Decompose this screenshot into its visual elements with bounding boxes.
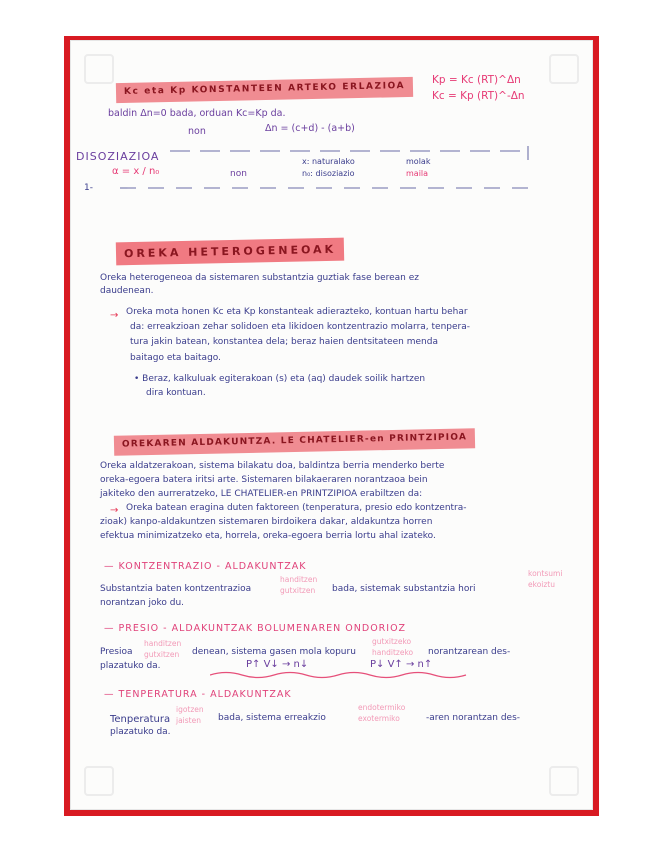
s6-endotermiko: endotermiko [358,703,406,712]
s5-line1-end: norantzarean des- [428,647,511,657]
s2-paragraph2-line2: da: erreakzioan zehar solidoen eta likidoen kontzentrazio molarra, tenpera- [130,322,470,332]
s6-line2: plazatuko da. [110,727,171,737]
x-definition: x: naturalako [302,157,355,166]
section3-heading: OREKAREN ALDAKUNTZA. LE CHATELIER-en PRINTZIPIOA [114,428,475,455]
s4-gutxitzen: gutxitzen [280,586,316,595]
molak-label: molak [406,157,431,166]
s2-paragraph2-line3: tura jakin batean, konstantea dela; beraz haien dentsitateen menda [130,337,438,347]
maila-label: maila [406,169,429,178]
arrow-icon: → [110,310,119,321]
s5-pink-underline [210,670,470,680]
section6-heading: — TENPERATURA - ALDAKUNTZAK [104,689,292,700]
s6-igotzen: igotzen [176,705,204,714]
s2-paragraph1-line1: Oreka heterogeneoa da sistemaren substantzia guztiak fase berean ez [100,273,419,283]
s4-handitzen: handitzen [280,575,318,584]
s5-presioa: Presioa [100,647,133,657]
s3-paragraph2-line2: zioak) kanpo-aldakuntzen sistemaren birdoikera dakar, aldakuntza horren [100,517,433,527]
corner-mark-top-right [549,54,579,84]
s4-kontsumi: kontsumi [528,569,563,578]
corner-mark-top-left [84,54,114,84]
s2-paragraph2-line4: baitago eta baitago. [130,353,221,363]
formula-kp: Kp = Kc (RT)^Δn [432,74,521,86]
s6-tenperatura: Tenperatura [110,714,171,725]
s5-handitzen: handitzen [144,639,182,648]
s6-exotermiko: exotermiko [358,714,400,723]
s4-line2: norantzan joko du. [100,598,185,608]
s5-equation-low-pressure: P↓ V↑ → n↑ [370,659,433,670]
formula-kc: Kc = Kp (RT)^-Δn [432,90,525,102]
s5-equation-high-pressure: P↑ V↓ → n↓ [246,659,309,670]
s2-bullet-line2: dira kontuan. [146,388,206,398]
s3-paragraph2-line1: Oreka batean eragina duten faktoreen (tenperatura, presio edo kontzentra- [126,503,467,513]
alpha-formula: α = x / n₀ [112,166,160,177]
section1-heading: Kc eta Kp KONSTANTEEN ARTEKO ERLAZIOA [116,77,414,103]
s5-handitzeko: handitzeko [372,648,414,657]
alpha-non: non [230,169,247,179]
s6-line1-end: -aren norantzan des- [426,713,521,723]
s2-bullet-line1: • Beraz, kalkuluak egiterakoan (s) eta (aq) daudek soilik hartzen [134,374,426,384]
s4-ekoiztu: ekoiztu [528,580,555,589]
s6-line1-middle: bada, sistema erreakzio [218,713,326,723]
disoziazioa-rule-lines [110,140,570,200]
disoziazioa-label: DISOZIAZIOA [76,150,160,163]
s3-paragraph1-line1: Oreka aldatzerakoan, sistema bilakatu doa, baldintza berria menderko berte [100,461,445,471]
s5-line1-middle: denean, sistema gasen mola kopuru [192,647,356,657]
s5-line2: plazatuko da. [100,661,161,671]
section5-heading: — PRESIO - ALDAKUNTZAK BOLUMENAREN ONDORIOZ [104,623,407,634]
non-label: non [188,126,206,137]
s6-jaisten: jaisten [176,716,201,725]
delta-n-expression: Δn = (c+d) - (a+b) [265,123,355,134]
delta-zero-line: baldin Δn=0 bada, orduan Kc=Kp da. [108,108,286,119]
n0-definition: n₀: disoziazio [302,169,355,178]
s3-paragraph1-line2: oreka-egoera batera iritsi arte. Sistemaren bilakaeraren norantzaoa bein [100,475,428,485]
one-minus-label: 1- [84,183,93,193]
s4-line1-rest: bada, sistemak substantzia hori [332,584,476,594]
arrow-icon: → [110,505,119,516]
section2-heading: OREKA HETEROGENEOAK [116,238,345,266]
s5-gutxitzeko: gutxitzeko [372,637,412,646]
section4-heading: — KONTZENTRAZIO - ALDAKUNTZAK [104,561,307,572]
s5-gutxitzen: gutxitzen [144,650,180,659]
s3-paragraph2-line3: efektua minimizatzeko eta, horrela, oreka-egoera berria lortu ahal izateko. [100,531,436,541]
notebook-page [70,40,593,810]
s2-paragraph2-line1: Oreka mota honen Kc eta Kp konstanteak adierazteko, kontuan hartu behar [126,307,468,317]
s3-paragraph1-line3: jakiteko den aurreratzeko, LE CHATELIER-en PRINTZIPIOA erabiltzen da: [100,489,423,499]
s4-line1: Substantzia baten kontzentrazioa [100,584,252,594]
corner-mark-bottom-left [84,766,114,796]
corner-mark-bottom-right [549,766,579,796]
s2-paragraph1-line2: daudenean. [100,286,154,296]
